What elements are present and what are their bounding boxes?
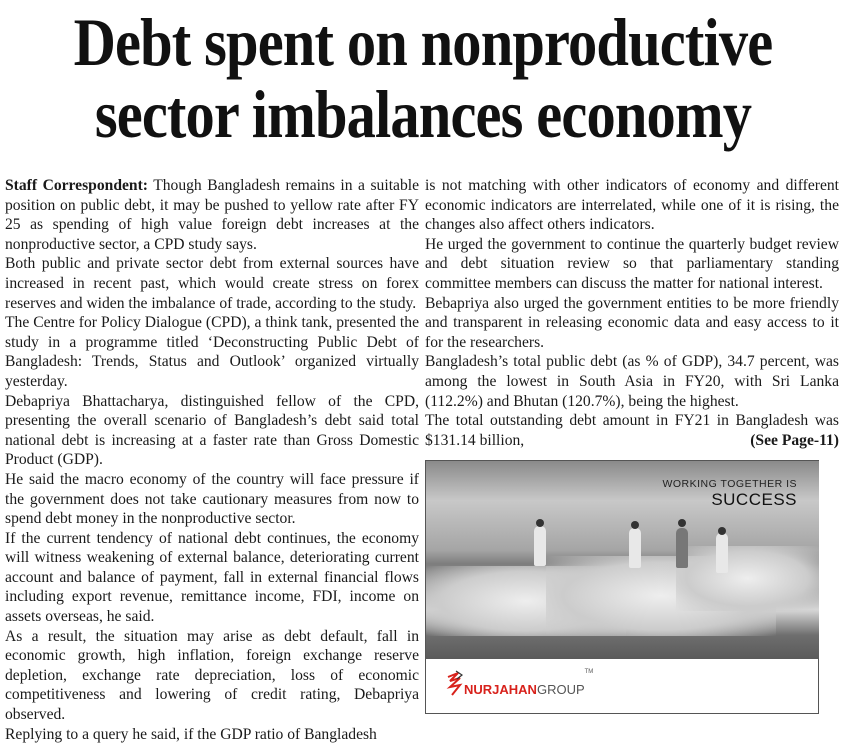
fishing-net	[676, 546, 819, 611]
ad-photo-fishermen	[426, 461, 819, 659]
headline-line-1: Debt spent on nonproductive	[73, 4, 773, 80]
paragraph: Both public and private sector debt from external sources have increased in recent past, which would create stress on forex reserves and widen the imbalance of trade, according to the study.	[5, 255, 419, 312]
fisherman	[629, 528, 641, 568]
headline	[59, 6, 787, 150]
paragraph	[5, 176, 419, 254]
headline-line-2: sector imbalances economy	[94, 76, 752, 152]
paragraph: If the current tendency of national debt continues, the economy will witness weakening of external balance, deteriorating current account and balance of payment, fall in external financial flows including export revenue, remittance income, FDI, income on assets overseas, he said.	[5, 529, 419, 626]
continued-link[interactable]: (See Page-11)	[750, 431, 839, 449]
paragraph: The Centre for Policy Dialogue (CPD), a think tank, presented the study in a programme titled ‘Deconstructing Public Debt of Bangladesh: Trends, Status and Outlook’ organized virtually yesterday.	[5, 314, 419, 390]
trademark: TM	[584, 669, 594, 675]
article-column-right	[425, 176, 839, 450]
paragraph: He urged the government to continue the quarterly budget review and debt situation review so that parliamentary standing committee members can discuss the matter for national interest.	[425, 235, 839, 292]
byline: Staff Correspondent:	[5, 177, 148, 194]
advertisement	[425, 460, 819, 714]
nurjahan-logo-icon	[446, 669, 464, 697]
paragraph: Bangladesh’s total public debt (as % of GDP), 34.7 percent, was among the lowest in South Asia in FY20, with Sri Lanka (112.2%) and Bhutan (120.7%), being the highest.	[425, 353, 839, 410]
fisherman	[716, 533, 728, 573]
ad-tagline-main: SUCCESS	[711, 490, 797, 509]
fisherman	[676, 528, 688, 568]
paragraph-text: Though Bangladesh remains in a suitable position on public debt, it may be pushed to yellow rate after FY 25 as spending of high value foreign debt increases at the nonproductive sector, a CPD study says.	[5, 177, 419, 253]
paragraph: He said the macro economy of the country will face pressure if the government does not take cautionary measures from now to spend debt money in the nonproductive sector.	[5, 470, 419, 528]
fisherman-head	[678, 519, 686, 527]
paragraph-text: The total outstanding debt amount in FY21 in Bangladesh was $131.14 billion,	[425, 412, 839, 449]
fisherman-head	[631, 521, 639, 529]
paragraph: Replying to a query he said, if the GDP ratio of Bangladesh	[5, 725, 377, 743]
paragraph: is not matching with other indicators of economy and different economic indicators are interrelated, while one of it is rising, the changes also affect others indicators.	[425, 177, 839, 234]
fisherman	[534, 526, 546, 566]
paragraph: As a result, the situation may arise as debt default, fall in economic growth, high inflation, foreign exchange reserve depletion, exchange rate depreciation, loss of economic competitiveness and lowering of credit rating, Debapriya observed.	[5, 627, 419, 724]
paragraph	[425, 411, 839, 450]
brand-name-red: NURJAHAN	[464, 682, 537, 697]
ad-tagline-top: WORKING TOGETHER IS	[662, 478, 797, 490]
article-column-left	[5, 176, 419, 744]
paragraph: Debapriya Bhattacharya, distinguished fellow of the CPD, presenting the overall scenario of Bangladesh’s debt said total national debt is increasing at a faster rate than Gross Domestic Product (GDP).	[5, 392, 419, 469]
fisherman-head	[718, 527, 726, 535]
nurjahan-group-logo	[446, 669, 593, 697]
fisherman-head	[536, 519, 544, 527]
paragraph: Bebapriya also urged the government entities to be more friendly and transparent in releasing economic data and easy access to it for the researchers.	[425, 294, 839, 351]
brand-name-grey: GROUP	[536, 682, 585, 697]
